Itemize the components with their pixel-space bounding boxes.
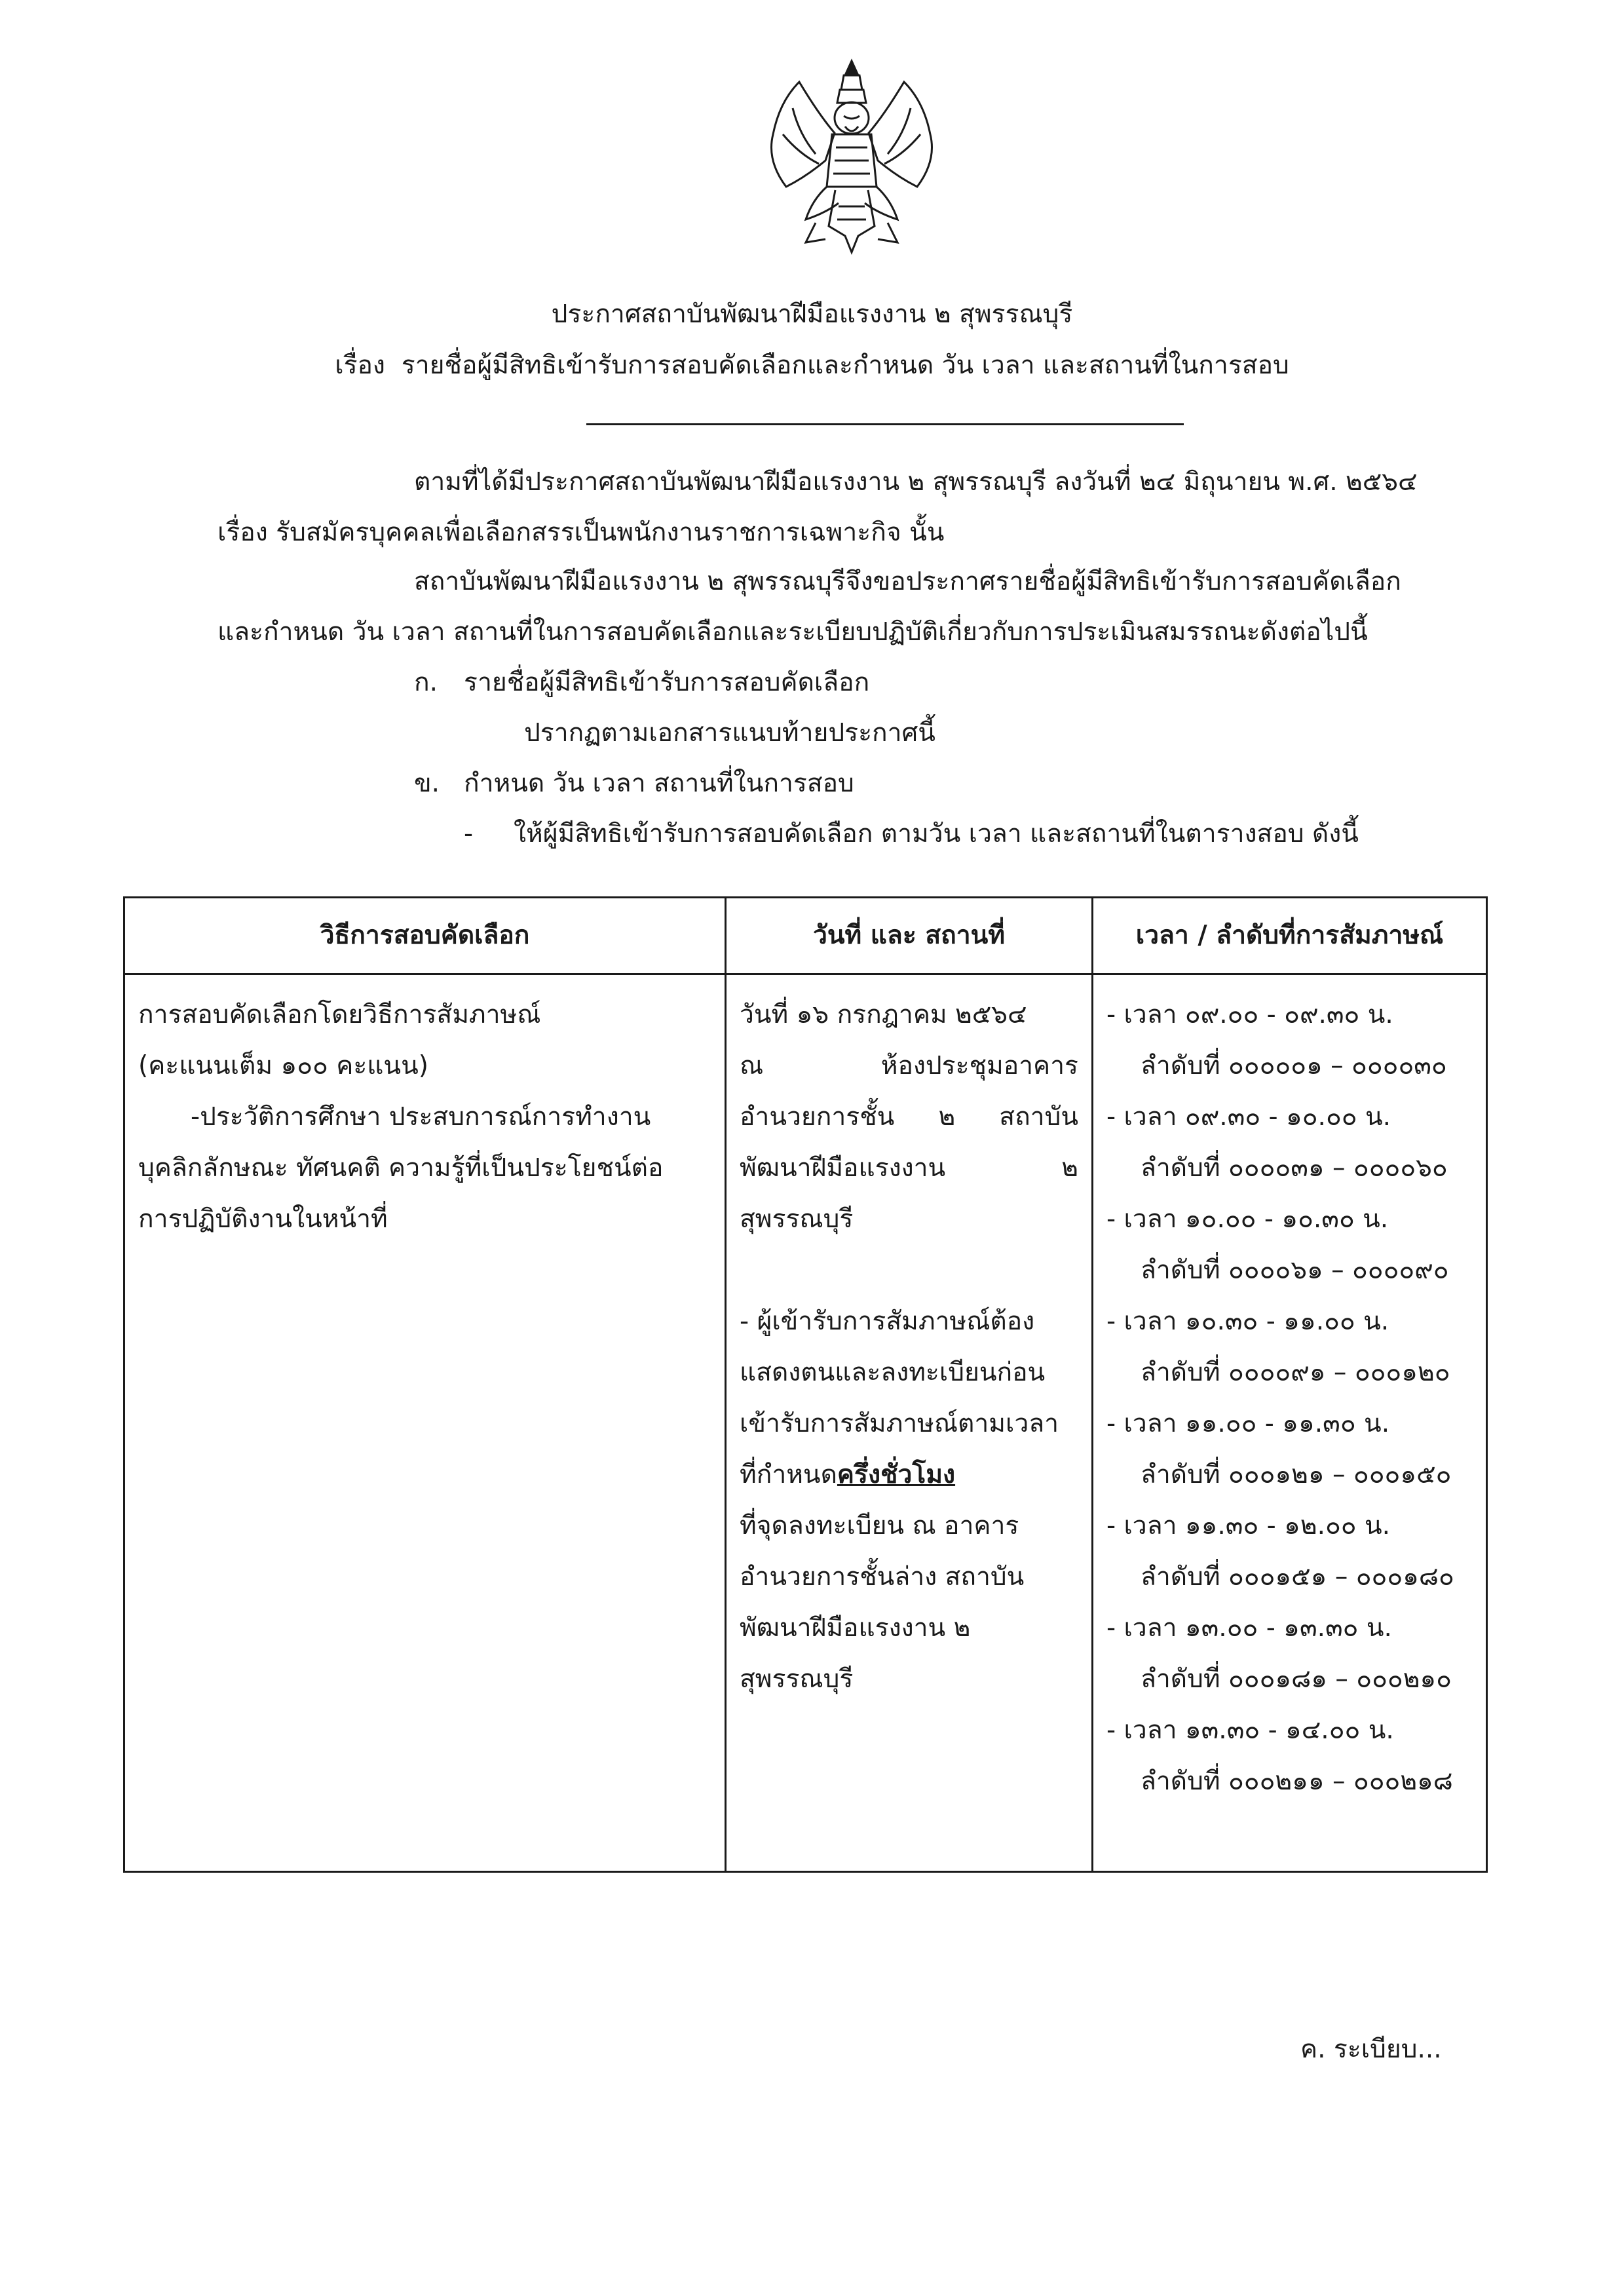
slot-sequence: ลำดับที่ ๐๐๐๐๐๑ – ๐๐๐๐๓๐ — [1141, 1051, 1447, 1081]
slot-sequence: ลำดับที่ ๐๐๐๑๕๑ – ๐๐๐๑๘๐ — [1141, 1562, 1454, 1592]
paragraph-2-line-1: สถาบันพัฒนาฝีมือแรงงาน ๒ สุพรรณบุรีจึงขอประกาศรายชื่อผู้มีสิทธิเข้ารับการสอบคัดเลือก — [414, 567, 1401, 596]
item-b-bullet: - — [464, 819, 474, 849]
subject-label: เรื่อง — [335, 351, 385, 380]
slot-time: - เวลา ๑๐.๐๐ - ๑๐.๓๐ น. — [1106, 1204, 1389, 1234]
slot-sequence: ลำดับที่ ๐๐๐๒๑๑ – ๐๐๐๒๑๘ — [1141, 1767, 1453, 1796]
slot-sequence: ลำดับที่ ๐๐๐๐๓๑ – ๐๐๐๐๖๐ — [1141, 1153, 1448, 1183]
item-b-label: ข. — [414, 769, 440, 798]
table-row — [124, 974, 1487, 1872]
venue-spacer — [740, 1245, 1078, 1296]
venue-note-line: แสดงตนและลงทะเบียนก่อน — [740, 1358, 1046, 1387]
venue-note-line: สุพรรณบุรี — [740, 1664, 854, 1694]
item-a-label: ก. — [414, 668, 438, 697]
exam-schedule-table — [123, 896, 1488, 1873]
method-cell — [124, 974, 726, 1872]
garuda-emblem-icon — [753, 56, 950, 259]
paragraph-2-line-2: และกำหนด วัน เวลา สถานที่ในการสอบคัดเลือกและระเบียบปฏิบัติเกี่ยวกับการประเมินสมรรถนะดังต่อไปนี้ — [217, 617, 1368, 647]
item-b-text: กำหนด วัน เวลา สถานที่ในการสอบ — [464, 769, 854, 798]
half-hour-emphasis: ครึ่งชั่วโมง — [837, 1460, 956, 1489]
venue-note-line — [740, 1449, 1078, 1501]
method-line: -ประวัติการศึกษา ประสบการณ์การทำงาน — [191, 1102, 651, 1132]
date-venue-cell — [726, 974, 1093, 1872]
venue-note-prefix: ที่กำหนด — [740, 1460, 837, 1489]
item-b-detail: ให้ผู้มีสิทธิเข้ารับการสอบคัดเลือก ตามวัน เวลา และสถานที่ในตารางสอบ ดังนี้ — [514, 819, 1359, 849]
venue-note-line: - ผู้เข้ารับการสัมภาษณ์ต้อง — [740, 1307, 1035, 1336]
item-a-detail: ปรากฏตามเอกสารแนบท้ายประกาศนี้ — [524, 718, 935, 748]
venue-line: พัฒนาฝีมือแรงงาน ๒ — [740, 1153, 1078, 1183]
slot-sequence: ลำดับที่ ๐๐๐๐๖๑ – ๐๐๐๐๙๐ — [1141, 1255, 1449, 1285]
venue-note-line: อำนวยการชั้นล่าง สถาบัน — [740, 1562, 1025, 1592]
table-header-row — [124, 898, 1487, 974]
method-line: บุคลิกลักษณะ ทัศนคติ ความรู้ที่เป็นประโยชน์ต่อ — [138, 1153, 664, 1183]
paragraph-1-line-1: ตามที่ได้มีประกาศสถาบันพัฒนาฝีมือแรงงาน ๒ สุพรรณบุรี ลงวันที่ ๒๔ มิถุนายน พ.ศ. ๒๕๖๔ — [414, 467, 1418, 497]
announcement-subject — [0, 347, 1624, 384]
method-line: การสอบคัดเลือกโดยวิธีการสัมภาษณ์ — [138, 1000, 541, 1029]
venue-line: วันที่ ๑๖ กรกฎาคม ๒๕๖๔ — [740, 1000, 1027, 1029]
venue-line: ณ ห้องประชุมอาคาร — [740, 1051, 1078, 1081]
slot-time: - เวลา ๑๓.๐๐ - ๑๓.๓๐ น. — [1106, 1613, 1392, 1643]
venue-note-line: ที่จุดลงทะเบียน ณ อาคาร — [740, 1511, 1019, 1540]
continued-on-next-page: ค. ระเบียบ... — [1300, 2035, 1442, 2064]
slot-time: - เวลา ๑๐.๓๐ - ๑๑.๐๐ น. — [1106, 1307, 1389, 1336]
slot-sequence: ลำดับที่ ๐๐๐๑๒๑ – ๐๐๐๑๕๐ — [1141, 1460, 1452, 1489]
slot-time: - เวลา ๑๓.๓๐ - ๑๔.๐๐ น. — [1106, 1715, 1394, 1745]
method-line: การปฏิบัติงานในหน้าที่ — [138, 1204, 388, 1234]
title-divider — [586, 423, 1184, 425]
slot-sequence: ลำดับที่ ๐๐๐๑๘๑ – ๐๐๐๒๑๐ — [1141, 1664, 1452, 1694]
header-date-venue: วันที่ และ สถานที่ — [726, 898, 1093, 974]
paragraph-1-line-2: เรื่อง รับสมัครบุคคลเพื่อเลือกสรรเป็นพนักงานราชการเฉพาะกิจ นั้น — [217, 518, 945, 547]
slot-time: - เวลา ๐๙.๐๐ - ๐๙.๓๐ น. — [1106, 1000, 1393, 1029]
header-method: วิธีการสอบคัดเลือก — [124, 898, 726, 974]
item-a-text: รายชื่อผู้มีสิทธิเข้ารับการสอบคัดเลือก — [464, 668, 870, 697]
venue-note-line: พัฒนาฝีมือแรงงาน ๒ — [740, 1613, 971, 1643]
slot-sequence: ลำดับที่ ๐๐๐๐๙๑ – ๐๐๐๑๒๐ — [1141, 1358, 1450, 1387]
slot-time: - เวลา ๐๙.๓๐ - ๑๐.๐๐ น. — [1106, 1102, 1391, 1132]
slot-time: - เวลา ๑๑.๓๐ - ๑๒.๐๐ น. — [1106, 1511, 1391, 1540]
header-time-order: เวลา / ลำดับที่การสัมภาษณ์ — [1093, 898, 1487, 974]
subject-text: รายชื่อผู้มีสิทธิเข้ารับการสอบคัดเลือกและกำหนด วัน เวลา และสถานที่ในการสอบ — [401, 351, 1289, 380]
venue-note-line: เข้ารับการสัมภาษณ์ตามเวลา — [740, 1409, 1059, 1438]
venue-line: อำนวยการชั้น ๒ สถาบัน — [740, 1102, 1078, 1132]
slot-time: - เวลา ๑๑.๐๐ - ๑๑.๓๐ น. — [1106, 1409, 1390, 1438]
announcement-title: ประกาศสถาบันพัฒนาฝีมือแรงงาน ๒ สุพรรณบุรี — [551, 299, 1073, 329]
method-line: (คะแนนเต็ม ๑๐๐ คะแนน) — [138, 1051, 428, 1081]
venue-line: สุพรรณบุรี — [740, 1204, 854, 1234]
time-order-cell — [1093, 974, 1487, 1872]
